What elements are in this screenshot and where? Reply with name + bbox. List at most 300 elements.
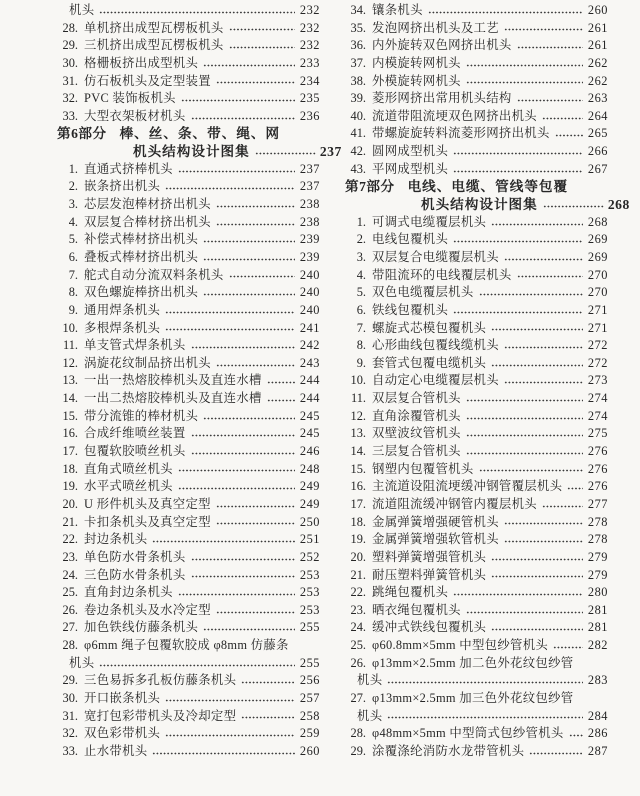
entry-title: 涡旋花纹制品挤出机头 xyxy=(84,355,211,370)
entry-title: 单支管式焊条机头 xyxy=(84,338,186,353)
dot-leader xyxy=(491,219,583,230)
toc-entry xyxy=(57,90,320,108)
entry-title: 通用焊条机头 xyxy=(84,302,161,317)
entry-page-number: 257 xyxy=(299,690,320,705)
entry-title: 舵式自动分流双料条机头 xyxy=(84,267,224,282)
entry-page-number: 256 xyxy=(299,673,320,688)
entry-number: 21. xyxy=(62,514,78,529)
toc-entry xyxy=(57,461,320,479)
entry-page-number: 273 xyxy=(587,373,608,388)
entry-number: 6. xyxy=(356,302,366,317)
entry-page-number: 239 xyxy=(299,249,320,264)
dot-leader xyxy=(191,342,295,353)
toc-entry xyxy=(57,655,320,673)
dot-leader xyxy=(267,395,295,406)
dot-leader xyxy=(165,307,295,318)
dot-leader xyxy=(542,113,583,124)
toc-entry xyxy=(345,249,608,267)
entry-number: 40. xyxy=(350,108,366,123)
dot-leader xyxy=(466,395,583,406)
entry-number: 28. xyxy=(350,726,366,741)
entry-title: 晒衣绳包覆机头 xyxy=(372,602,461,617)
entry-number: 35. xyxy=(350,20,366,35)
toc-entry xyxy=(345,461,608,479)
entry-title: 内外旋转双色网挤出机头 xyxy=(372,38,512,53)
entry-page-number: 237 xyxy=(299,179,320,194)
dot-leader xyxy=(466,413,583,424)
dot-leader xyxy=(504,536,583,547)
section-subtitle: 机头结构设计图集 xyxy=(421,197,538,213)
entry-page-number: 266 xyxy=(587,144,608,159)
entry-title: 双色螺旋棒挤出机头 xyxy=(84,285,199,300)
entry-page-number: 283 xyxy=(587,673,608,688)
dot-leader xyxy=(387,712,583,723)
entry-page-number: 269 xyxy=(587,232,608,247)
entry-number: 31. xyxy=(62,73,78,88)
entry-number: 24. xyxy=(62,567,78,582)
dot-leader xyxy=(466,60,583,71)
toc-entry xyxy=(57,37,320,55)
entry-number: 30. xyxy=(62,55,78,70)
entry-number: 13. xyxy=(350,426,366,441)
dot-leader xyxy=(553,642,583,653)
toc-entry xyxy=(57,514,320,532)
toc-entry xyxy=(57,231,320,249)
dot-leader xyxy=(181,95,295,106)
dot-leader xyxy=(178,483,295,494)
entry-page-number: 272 xyxy=(587,338,608,353)
entry-number: 4. xyxy=(68,214,78,229)
dot-leader xyxy=(479,465,583,476)
dot-leader xyxy=(504,24,583,35)
toc-entry xyxy=(345,355,608,373)
entry-number: 11. xyxy=(350,391,366,406)
dot-leader xyxy=(165,324,295,335)
entry-page-number: 264 xyxy=(587,108,608,123)
toc-entry xyxy=(57,161,320,179)
entry-page-number: 241 xyxy=(299,320,320,335)
entry-page-number: 267 xyxy=(587,161,608,176)
dot-leader xyxy=(569,730,583,741)
entry-title: 三层复合管机头 xyxy=(372,444,461,459)
toc-entry xyxy=(57,20,320,38)
dot-leader xyxy=(191,113,295,124)
entry-title: 格栅板挤出成型机头 xyxy=(84,55,199,70)
entry-title: 机头 xyxy=(357,673,383,688)
dot-leader xyxy=(491,624,583,635)
entry-title: 外模旋转网机头 xyxy=(372,73,461,88)
entry-title: 双色彩带机头 xyxy=(84,726,161,741)
entry-number: 7. xyxy=(356,320,366,335)
toc-entry xyxy=(57,619,320,637)
toc-entry xyxy=(57,637,320,655)
entry-title: 加色铁线仿藤条机头 xyxy=(84,620,199,635)
toc-entry xyxy=(345,73,608,91)
dot-leader xyxy=(255,148,317,159)
entry-title: 多根焊条机头 xyxy=(84,320,161,335)
dot-leader xyxy=(152,536,295,547)
entry-page-number: 238 xyxy=(299,214,320,229)
entry-title: φ13mm×2.5mm 加二色外花纹包纱管 xyxy=(372,655,574,670)
toc-entry xyxy=(57,708,320,726)
entry-number: 9. xyxy=(68,302,78,317)
entry-page-number: 236 xyxy=(299,108,320,123)
dot-leader xyxy=(504,342,583,353)
dot-leader xyxy=(191,571,295,582)
dot-leader xyxy=(491,360,583,371)
entry-title: 水平式喷丝机头 xyxy=(84,479,173,494)
entry-number: 7. xyxy=(68,267,78,282)
entry-title: 双层复合电缆覆层机头 xyxy=(372,249,499,264)
dot-leader xyxy=(178,465,295,476)
dot-leader xyxy=(241,677,295,688)
entry-page-number: 261 xyxy=(587,20,608,35)
entry-page-number: 279 xyxy=(587,567,608,582)
dot-leader xyxy=(216,219,295,230)
dot-leader xyxy=(203,60,295,71)
entry-page-number: 284 xyxy=(587,708,608,723)
dot-leader xyxy=(203,236,295,247)
section-page-number: 237 xyxy=(319,144,342,160)
entry-title: 圆网成型机头 xyxy=(372,144,449,159)
entry-title: 缓冲式铁线包覆机头 xyxy=(372,620,487,635)
entry-number: 28. xyxy=(62,20,78,35)
toc-entry xyxy=(345,619,608,637)
entry-page-number: 271 xyxy=(587,320,608,335)
entry-number: 12. xyxy=(62,355,78,370)
dot-leader xyxy=(517,42,583,53)
section-subtitle: 机头结构设计图集 xyxy=(133,144,250,160)
entry-title: 止水带机头 xyxy=(84,743,148,758)
entry-page-number: 244 xyxy=(299,391,320,406)
dot-leader xyxy=(567,483,583,494)
entry-number: 18. xyxy=(350,514,366,529)
entry-number: 6. xyxy=(68,249,78,264)
toc-entry xyxy=(57,478,320,496)
entry-title: 铁线包覆机头 xyxy=(372,302,449,317)
entry-title: 开口嵌条机头 xyxy=(84,690,161,705)
entry-title: 卷边条机头及水冷定型 xyxy=(84,602,211,617)
entry-number: 19. xyxy=(350,532,366,547)
entry-title: 双色电缆覆层机头 xyxy=(372,285,474,300)
entry-page-number: 240 xyxy=(299,267,320,282)
dot-leader xyxy=(491,554,583,565)
entry-page-number: 270 xyxy=(587,267,608,282)
entry-title: 机头 xyxy=(357,708,383,723)
entry-number: 36. xyxy=(350,38,366,53)
toc-entry xyxy=(345,390,608,408)
dot-leader xyxy=(517,95,583,106)
section-heading-line2 xyxy=(345,196,630,214)
entry-page-number: 232 xyxy=(299,38,320,53)
entry-page-number: 262 xyxy=(587,55,608,70)
toc-entry xyxy=(345,743,608,761)
entry-number: 15. xyxy=(350,461,366,476)
section-heading xyxy=(57,125,320,143)
entry-number: 17. xyxy=(350,496,366,511)
dot-leader xyxy=(491,571,583,582)
entry-number: 38. xyxy=(350,73,366,88)
toc-entry xyxy=(345,2,608,20)
toc-entry xyxy=(345,20,608,38)
entry-page-number: 268 xyxy=(587,214,608,229)
toc-entry xyxy=(57,196,320,214)
toc-entry xyxy=(57,320,320,338)
entry-title: 流道带阻流埂双色网挤出机头 xyxy=(372,108,537,123)
entry-title: 直角式喷丝机头 xyxy=(84,461,173,476)
entry-title: φ48mm×5mm 中型筒式包纱管机头 xyxy=(372,726,564,741)
toc-entry xyxy=(57,725,320,743)
dot-leader xyxy=(453,148,583,159)
toc-entry xyxy=(345,478,608,496)
entry-number: 24. xyxy=(350,620,366,635)
entry-page-number: 253 xyxy=(299,585,320,600)
dot-leader xyxy=(267,377,295,388)
entry-title: 平网成型机头 xyxy=(372,161,449,176)
entry-page-number: 232 xyxy=(299,20,320,35)
toc-entry xyxy=(57,425,320,443)
entry-title: 双壁波纹管机头 xyxy=(372,426,461,441)
entry-number: 27. xyxy=(350,690,366,705)
entry-page-number: 272 xyxy=(587,355,608,370)
entry-title: 芯层发泡棒材挤出机头 xyxy=(84,197,211,212)
entry-page-number: 275 xyxy=(587,426,608,441)
entry-page-number: 261 xyxy=(587,38,608,53)
entry-page-number: 252 xyxy=(299,549,320,564)
section-title: 电线、电缆、管线等包覆 xyxy=(407,179,569,195)
dot-leader xyxy=(479,289,583,300)
toc-entry xyxy=(345,690,608,708)
entry-title: 直角封边条机头 xyxy=(84,585,173,600)
dot-leader xyxy=(491,324,583,335)
toc-entry xyxy=(345,496,608,514)
entry-title: 可调式电缆覆层机头 xyxy=(372,214,487,229)
dot-leader xyxy=(203,289,295,300)
section-heading xyxy=(345,178,608,196)
entry-title: 三机挤出成型瓦楞板机头 xyxy=(84,38,224,53)
entry-page-number: 260 xyxy=(299,743,320,758)
dot-leader xyxy=(99,7,295,18)
entry-number: 25. xyxy=(62,585,78,600)
entry-page-number: 242 xyxy=(299,338,320,353)
dot-leader xyxy=(543,201,605,212)
entry-page-number: 240 xyxy=(299,302,320,317)
dot-leader xyxy=(203,413,295,424)
toc-entry xyxy=(57,73,320,91)
entry-title: 自动定心电缆覆层机头 xyxy=(372,373,499,388)
entry-number: 11. xyxy=(62,338,78,353)
dot-leader xyxy=(504,377,583,388)
entry-page-number: 249 xyxy=(299,479,320,494)
dot-leader xyxy=(229,24,295,35)
section-part-label: 第7部分 xyxy=(345,179,395,195)
entry-number: 28. xyxy=(62,638,78,653)
entry-page-number: 270 xyxy=(587,285,608,300)
toc-entry xyxy=(57,549,320,567)
toc-entry xyxy=(345,214,608,232)
toc-entry xyxy=(57,602,320,620)
entry-title: 大型衣架板材机头 xyxy=(84,108,186,123)
entry-page-number: 287 xyxy=(587,743,608,758)
dot-leader xyxy=(203,624,295,635)
entry-number: 17. xyxy=(62,444,78,459)
entry-number: 14. xyxy=(350,444,366,459)
entry-number: 2. xyxy=(68,179,78,194)
entry-page-number: 276 xyxy=(587,479,608,494)
toc-entry xyxy=(57,214,320,232)
toc-entry xyxy=(57,267,320,285)
toc-entry xyxy=(345,514,608,532)
entry-page-number: 233 xyxy=(299,55,320,70)
toc-entry xyxy=(345,637,608,655)
toc-column-left xyxy=(57,2,342,794)
toc-entry xyxy=(345,549,608,567)
dot-leader xyxy=(165,695,295,706)
entry-number: 16. xyxy=(62,426,78,441)
toc-entry xyxy=(57,55,320,73)
entry-number: 5. xyxy=(68,232,78,247)
dot-leader xyxy=(216,501,295,512)
entry-title: 双层复合管机头 xyxy=(372,391,461,406)
entry-number: 8. xyxy=(356,338,366,353)
entry-number: 20. xyxy=(350,549,366,564)
dot-leader xyxy=(191,554,295,565)
entry-number: 8. xyxy=(68,285,78,300)
toc-entry xyxy=(57,672,320,690)
entry-number: 31. xyxy=(62,708,78,723)
entry-number: 23. xyxy=(62,549,78,564)
entry-page-number: 255 xyxy=(299,620,320,635)
dot-leader xyxy=(178,166,295,177)
entry-page-number: 258 xyxy=(299,708,320,723)
toc-entry xyxy=(57,178,320,196)
dot-leader xyxy=(216,607,295,618)
entry-page-number: 234 xyxy=(299,73,320,88)
entry-page-number: 237 xyxy=(299,161,320,176)
entry-page-number: 277 xyxy=(587,496,608,511)
entry-page-number: 280 xyxy=(587,585,608,600)
entry-title: 镶条机头 xyxy=(372,3,423,17)
dot-leader xyxy=(453,166,583,177)
entry-page-number: 263 xyxy=(587,91,608,106)
dot-leader xyxy=(466,77,583,88)
toc-entry xyxy=(57,249,320,267)
entry-page-number: 249 xyxy=(299,496,320,511)
toc-entry xyxy=(345,408,608,426)
entry-title: 金属弹簧增强硬管机头 xyxy=(372,514,499,529)
entry-number: 33. xyxy=(62,108,78,123)
dot-leader xyxy=(165,183,295,194)
entry-title: 机头 xyxy=(69,3,95,17)
entry-page-number: 240 xyxy=(299,285,320,300)
entry-number: 3. xyxy=(356,249,366,264)
dot-leader xyxy=(453,236,583,247)
entry-number: 18. xyxy=(62,461,78,476)
toc-entry xyxy=(345,143,608,161)
entry-number: 32. xyxy=(62,91,78,106)
dot-leader xyxy=(466,430,583,441)
toc-entry xyxy=(345,337,608,355)
dot-leader xyxy=(466,448,583,459)
dot-leader xyxy=(555,130,583,141)
entry-title: 带螺旋旋转料流菱形网挤出机头 xyxy=(372,126,550,141)
entry-title: 双层复合棒材挤出机头 xyxy=(84,214,211,229)
entry-title: φ13mm×2.5mm 加三色外花纹包纱管 xyxy=(372,690,574,705)
entry-title: 金属弹簧增强软管机头 xyxy=(372,532,499,547)
toc-entry xyxy=(345,231,608,249)
dot-leader xyxy=(216,360,295,371)
toc-entry xyxy=(345,320,608,338)
section-part-label: 第6部分 xyxy=(57,126,107,142)
entry-title: 螺旋式芯模包覆机头 xyxy=(372,320,487,335)
dot-leader xyxy=(216,77,295,88)
entry-page-number: 246 xyxy=(299,444,320,459)
entry-page-number: 239 xyxy=(299,232,320,247)
entry-title: 涂覆涤纶消防水龙带管机头 xyxy=(372,743,525,758)
dot-leader xyxy=(453,589,583,600)
dot-leader xyxy=(216,518,295,529)
toc-entry xyxy=(345,161,608,179)
dot-leader xyxy=(99,660,295,671)
entry-number: 37. xyxy=(350,55,366,70)
section-title: 棒、丝、条、带、绳、网 xyxy=(119,126,281,142)
toc-entry xyxy=(57,355,320,373)
entry-page-number: 253 xyxy=(299,602,320,617)
entry-number: 2. xyxy=(356,232,366,247)
entry-page-number: 271 xyxy=(587,302,608,317)
entry-page-number: 259 xyxy=(299,726,320,741)
entry-page-number: 253 xyxy=(299,567,320,582)
entry-title: 耐压塑料弹簧管机头 xyxy=(372,567,487,582)
toc-entry xyxy=(345,55,608,73)
entry-title: 机头 xyxy=(69,655,95,670)
entry-page-number: 276 xyxy=(587,444,608,459)
entry-number: 29. xyxy=(350,743,366,758)
entry-page-number: 248 xyxy=(299,461,320,476)
entry-number: 22. xyxy=(62,532,78,547)
entry-title: 补偿式棒材挤出机头 xyxy=(84,232,199,247)
entry-title: 直通式挤棒机头 xyxy=(84,161,173,176)
entry-page-number: 281 xyxy=(587,620,608,635)
entry-page-number: 286 xyxy=(587,726,608,741)
entry-number: 21. xyxy=(350,567,366,582)
entry-page-number: 235 xyxy=(299,91,320,106)
entry-number: 33. xyxy=(62,743,78,758)
entry-number: 34. xyxy=(350,3,366,17)
entry-number: 41. xyxy=(350,126,366,141)
dot-leader xyxy=(152,748,295,759)
entry-title: 三色防水骨条机头 xyxy=(84,567,186,582)
dot-leader xyxy=(178,589,295,600)
toc-entry xyxy=(57,302,320,320)
entry-page-number: 243 xyxy=(299,355,320,370)
entry-number: 39. xyxy=(350,91,366,106)
entry-title: 带分流锥的棒材机头 xyxy=(84,408,199,423)
entry-page-number: 245 xyxy=(299,408,320,423)
toc-entry xyxy=(57,584,320,602)
entry-title: 带阻流环的电线覆层机头 xyxy=(372,267,512,282)
dot-leader xyxy=(542,501,583,512)
toc-entry xyxy=(345,267,608,285)
entry-title: 宽打包彩带机头及冷却定型 xyxy=(84,708,237,723)
toc-entry xyxy=(57,690,320,708)
section-heading-line2 xyxy=(57,143,342,161)
entry-page-number: 274 xyxy=(587,391,608,406)
entry-page-number: 255 xyxy=(299,655,320,670)
dot-leader xyxy=(428,7,583,18)
dot-leader xyxy=(504,254,583,265)
toc-entry xyxy=(57,372,320,390)
